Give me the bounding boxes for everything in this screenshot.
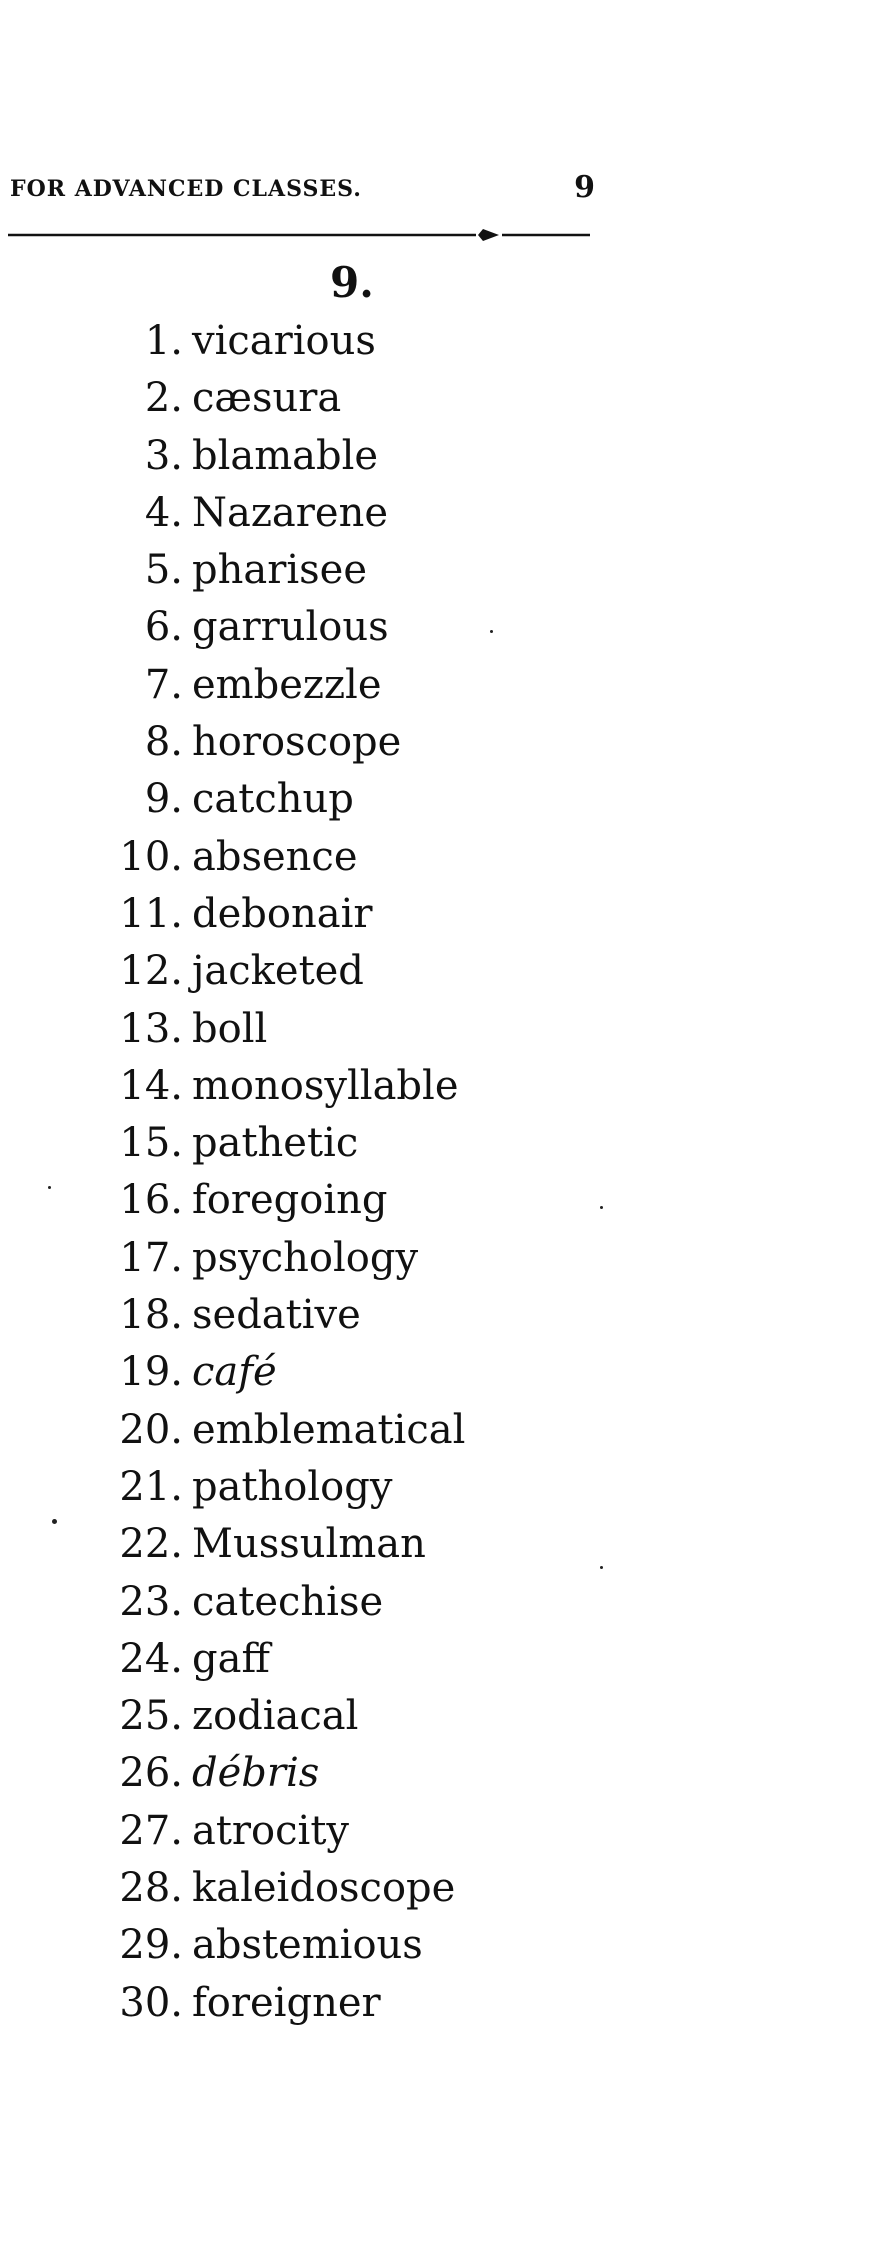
- word-list-item: [0, 1230, 891, 1287]
- item-word: Mussulman: [192, 1521, 426, 1568]
- item-number: 1.: [144, 318, 183, 364]
- item-number: 21.: [119, 1463, 183, 1510]
- item-word: blamable: [192, 432, 379, 479]
- item-word: catechise: [192, 1578, 384, 1625]
- item-number: 30.: [119, 1979, 183, 2026]
- item-number: 4.: [144, 489, 183, 536]
- item-word: Nazarene: [192, 489, 388, 536]
- word-list-item: [0, 886, 891, 943]
- item-number: 6.: [144, 604, 183, 651]
- head-rule-ornament: [8, 226, 590, 244]
- item-word: absence: [192, 833, 358, 880]
- word-list-item: [0, 1287, 891, 1344]
- item-number: 7.: [144, 661, 183, 708]
- print-speck: [490, 630, 493, 633]
- word-list-item: [0, 1803, 891, 1860]
- item-word: pharisee: [192, 547, 367, 594]
- word-list-item: [0, 542, 891, 599]
- item-number: 24.: [119, 1635, 183, 1682]
- item-word: sedative: [192, 1292, 361, 1339]
- running-head: [10, 170, 595, 206]
- item-word: embezzle: [192, 661, 382, 708]
- word-list-item: [0, 1860, 891, 1917]
- word-list-item: [0, 943, 891, 1000]
- word-list-item: [0, 1745, 891, 1802]
- word-list-item: [0, 313, 891, 370]
- item-word: café: [192, 1349, 277, 1396]
- item-number: 28.: [119, 1865, 183, 1912]
- item-word: kaleidoscope: [192, 1865, 456, 1912]
- print-speck: [48, 1186, 51, 1189]
- item-word: jacketed: [192, 948, 364, 995]
- item-word: horoscope: [192, 719, 402, 766]
- word-list-item: [0, 599, 891, 656]
- item-number: 8.: [144, 719, 183, 766]
- word-list-item: [0, 1344, 891, 1401]
- item-number: 19.: [119, 1349, 183, 1396]
- word-list-item: [0, 1058, 891, 1115]
- word-list-item: [0, 1574, 891, 1631]
- page-number: 9: [574, 170, 595, 205]
- item-word: vicarious: [192, 318, 376, 364]
- word-list-item: [0, 1975, 891, 2032]
- word-list-item: [0, 1917, 891, 1974]
- word-list-item: [0, 428, 891, 485]
- item-word: monosyllable: [192, 1062, 459, 1109]
- word-list-item: [0, 1001, 891, 1058]
- item-number: 3.: [144, 432, 183, 479]
- item-number: 20.: [119, 1406, 183, 1453]
- item-number: 5.: [144, 547, 183, 594]
- item-word: foreigner: [192, 1979, 381, 2026]
- item-word: garrulous: [192, 604, 389, 651]
- item-word: emblematical: [192, 1406, 466, 1453]
- item-word: debonair: [192, 890, 373, 937]
- print-speck: [600, 1206, 603, 1209]
- word-list-item: [0, 771, 891, 828]
- item-number: 9.: [144, 776, 183, 823]
- word-list-item: [0, 485, 891, 542]
- item-number: 12.: [119, 948, 183, 995]
- word-list-item: [0, 714, 891, 771]
- item-number: 23.: [119, 1578, 183, 1625]
- item-number: 17.: [119, 1234, 183, 1281]
- item-number: 16.: [119, 1177, 183, 1224]
- item-word: abstemious: [192, 1922, 423, 1969]
- item-word: zodiacal: [192, 1693, 359, 1740]
- print-speck: [600, 1566, 603, 1569]
- item-word: catchup: [192, 776, 354, 823]
- item-number: 29.: [119, 1922, 183, 1969]
- item-word: gaff: [192, 1635, 270, 1682]
- word-list-item: [0, 657, 891, 714]
- item-number: 14.: [119, 1062, 183, 1109]
- item-number: 13.: [119, 1005, 183, 1052]
- item-number: 10.: [119, 833, 183, 880]
- item-number: 25.: [119, 1693, 183, 1740]
- word-list-item: [0, 829, 891, 886]
- word-list-item: [0, 1459, 891, 1516]
- word-list-item: [0, 370, 891, 427]
- word-list-item: [0, 1516, 891, 1573]
- word-list: [0, 313, 891, 2032]
- item-number: 15.: [119, 1120, 183, 1167]
- word-list-item: [0, 1688, 891, 1745]
- item-number: 26.: [119, 1750, 183, 1797]
- running-title: FOR ADVANCED CLASSES.: [10, 176, 362, 202]
- item-word: cæsura: [192, 375, 342, 422]
- item-word: psychology: [192, 1234, 419, 1281]
- item-number: 11.: [119, 890, 183, 937]
- item-word: débris: [192, 1750, 320, 1797]
- item-number: 2.: [144, 375, 183, 422]
- word-list-item: [0, 1631, 891, 1688]
- item-word: pathetic: [192, 1120, 359, 1167]
- item-word: pathology: [192, 1463, 393, 1510]
- item-word: atrocity: [192, 1807, 349, 1854]
- item-number: 18.: [119, 1292, 183, 1339]
- print-speck: [52, 1519, 57, 1524]
- word-list-item: [0, 1172, 891, 1229]
- section-number: 9.: [330, 258, 374, 307]
- item-number: 22.: [119, 1521, 183, 1568]
- item-word: foregoing: [192, 1177, 388, 1224]
- word-list-item: [0, 1402, 891, 1459]
- item-number: 27.: [119, 1807, 183, 1854]
- item-word: boll: [192, 1005, 268, 1052]
- word-list-item: [0, 1115, 891, 1172]
